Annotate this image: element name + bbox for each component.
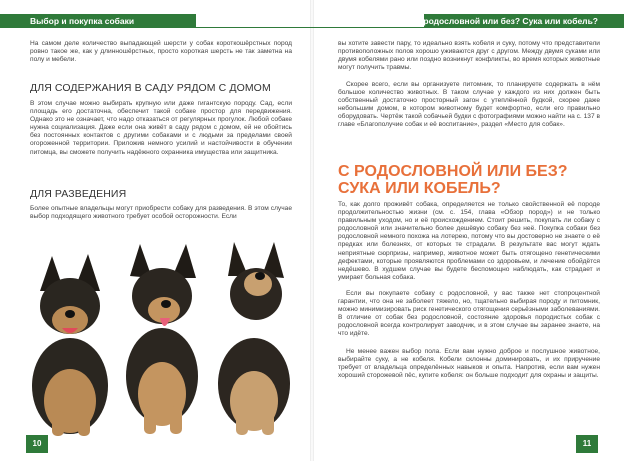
puppies-photo [22,236,308,436]
chapter-title: С РОДОСЛОВНОЙ ИЛИ БЕЗ? СУКА ИЛИ КОБЕЛЬ? [338,163,568,197]
puppy-right [218,242,290,435]
running-header-bar [0,14,196,28]
section-heading: ДЛЯ СОДЕРЖАНИЯ В САДУ РЯДОМ С ДОМОМ [30,82,271,94]
header-rule [196,27,312,28]
intro-paragraph: На самом деле количество выпадающей шерсти у собак короткошёрстных пород ровно такое же, как у длинношёрстных, просто короткая шерсть не так заметна на полу и мебели. [30,40,292,64]
body-paragraph: Не менее важен выбор пола. Если вам нужно доброе и послушное животное, выбирайте суку, а не кобеля. Кобели склонны доминировать, и их приручение требует от владельца определённых навыков и опыта. Напротив, если вам нужен хороший сторожевой пёс, купите кобеля: он больше подходит для охраны и защиты. [338,348,600,380]
puppy-left [32,254,108,436]
body-paragraph: Если вы покупаете собаку с родословной, у вас также нет стопроцентной гарантии, что она не заболеет тяжело, но, тщательно выбирая породу и питомник, можно минимизировать риск генетического отягощения серьёзными заболеваниями. В отличие от собак без родословной, состояние здоровья породистых собак с родословной всегда контролирует заводчик, и в этом случае вы заранее знаете, на что идёте. [338,290,600,338]
running-header: Выбор и покупка собаки [30,16,135,26]
page-number: 10 [26,435,48,453]
body-paragraph: вы хотите завести пару, то идеально взять кобеля и суку, потому что представители противоположных полов хорошо уживаются друг с другом. Между двумя суками или двумя кобелями рано или поздно возникнут конфликты, во время которых животные могут получить травмы. [338,40,600,72]
section-paragraph: В этом случае можно выбирать крупную или даже гигантскую породу. Сад, если площадь его достаточна, обеспечит такой собаке простор для передвижения. Однако это не означает, что надо отказаться от регулярных прогулок. Любой собаке нужна социализация. Даже если она живёт в саду рядом с домом, ей не обойтись без постоянных контактов с другими собаками и с людьми за пределами своей огороженной территории. Приложив немного усилий и настойчивости в обучении питомца, вы сможете получить надёжного охранника имущества или защитника. [30,100,292,156]
running-header-bar [414,14,624,28]
header-rule [312,27,424,28]
section-paragraph: Более опытные владельцы могут приобрести собаку для разведения. В этом случае выбор подходящего животного требует особой осторожности. Если [30,205,292,221]
section-heading: ДЛЯ РАЗВЕДЕНИЯ [30,188,127,200]
puppy-middle [126,244,198,434]
body-paragraph: Скорее всего, если вы организуете питомник, то планируете содержать в нём большое количество животных. В таком случае у каждого из них должен быть собственный достаточно просторный загон с утеплённой будкой, скорее даже небольшим домом, в котором животному будет комфортно, если его правильно оборудовать. Чертёж такой собачьей будки с фотографиями можно найти на с. 137 в главе «Благополучие собак и её воспитание», раздел «Место для собак». [338,81,600,129]
right-page [312,0,624,461]
body-paragraph: То, как долго проживёт собака, определяется не только свойственной её породе продолжительностью жизни (см. с. 154, глава «Обзор пород») и не только правильным уходом, но и её происхождением. Стоит решить, покупать ли собаку с родословной или значительно более дешёвую собаку без неё. Покупка собаки без родословной немного похожа на лотерею, потому что вы достоверно не знаете о её предках или болезнях, от которых те страдали. В результате вас могут ждать неприятные сюрпризы, например, животное может быть отягощено генетическими дефектами, которые проявляются проблемами со здоровьем, и лечение обойдётся недёшево. В худшем случае вы будете беспомощно наблюдать, как страдает и умирает больная собака. [338,201,600,281]
page-number: 11 [576,435,598,453]
running-header: С родословной или без? Сука или кобель? [414,16,598,26]
